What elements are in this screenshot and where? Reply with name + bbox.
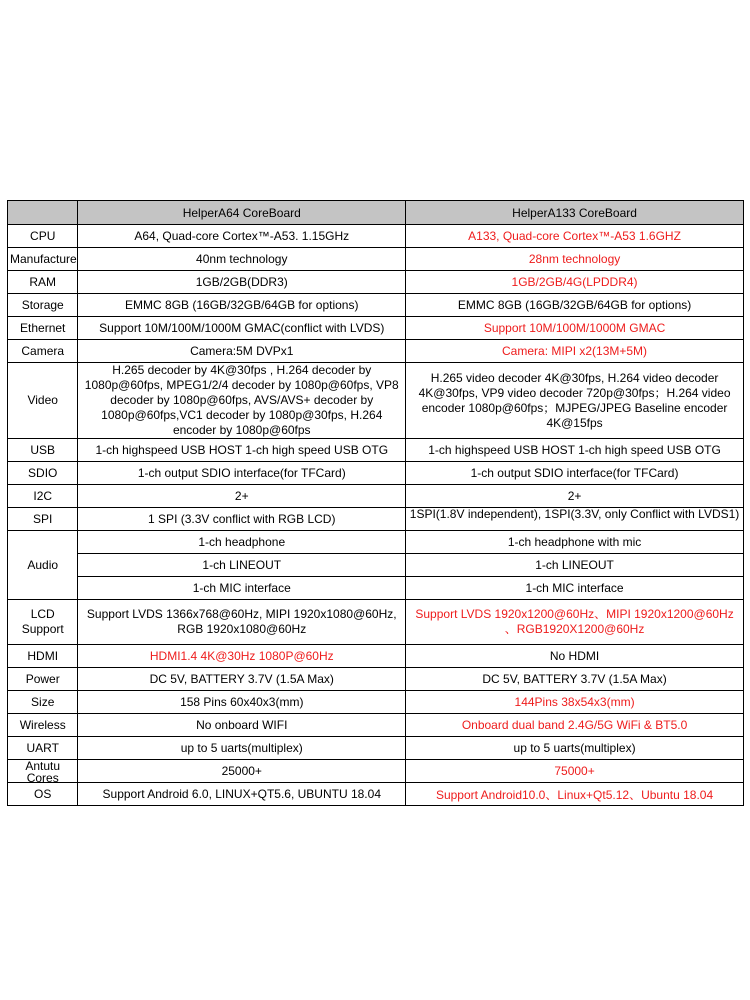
cell-a64: HDMI1.4 4K@30Hz 1080P@60Hz xyxy=(78,645,406,668)
row-hdmi xyxy=(8,645,744,668)
cell-a64: Camera:5M DVPx1 xyxy=(78,340,406,363)
row-label: Size xyxy=(8,691,78,714)
row-label: SDIO xyxy=(8,462,78,485)
row-spi xyxy=(8,508,744,531)
row-wireless xyxy=(8,714,744,737)
cell-a133: 1-ch MIC interface xyxy=(406,577,744,600)
cell-a133: DC 5V, BATTERY 3.7V (1.5A Max) xyxy=(406,668,744,691)
cell-a133: No HDMI xyxy=(406,645,744,668)
cell-a64: Support Android 6.0, LINUX+QT5.6, UBUNTU 18.04 xyxy=(78,783,406,806)
row-storage xyxy=(8,294,744,317)
row-label: RAM xyxy=(8,271,78,294)
row-i2c xyxy=(8,485,744,508)
row-sdio xyxy=(8,462,744,485)
row-label: Storage xyxy=(8,294,78,317)
cell-a64: Support 10M/100M/1000M GMAC(conflict with LVDS) xyxy=(78,317,406,340)
row-cpu xyxy=(8,225,744,248)
cell-a133: 75000+ xyxy=(406,760,744,783)
cell-a64: 40nm technology xyxy=(78,248,406,271)
cell-a64: 1-ch LINEOUT xyxy=(78,554,406,577)
cell-a64: 1-ch output SDIO interface(for TFCard) xyxy=(78,462,406,485)
row-label: SPI xyxy=(8,508,78,531)
cell-a133: Camera: MIPI x2(13M+5M) xyxy=(406,340,744,363)
cell-a133 xyxy=(406,508,744,531)
header-row xyxy=(8,201,744,225)
row-uart xyxy=(8,737,744,760)
cell-a64: 1-ch MIC interface xyxy=(78,577,406,600)
row-label: LCD Support xyxy=(8,600,78,645)
cell-a64: 1-ch highspeed USB HOST 1-ch high speed USB OTG xyxy=(78,439,406,462)
row-size xyxy=(8,691,744,714)
cell-a64: 2+ xyxy=(78,485,406,508)
row-label-text: Antutu Cores xyxy=(25,760,61,782)
cell-a133: Support LVDS 1920x1200@60Hz、MIPI 1920x1200@60Hz 、RGB1920X1200@60Hz xyxy=(406,600,744,645)
header-helpera133: HelperA133 CoreBoard xyxy=(406,201,744,225)
cell-a64: DC 5V, BATTERY 3.7V (1.5A Max) xyxy=(78,668,406,691)
cell-a64: A64, Quad-core Cortex™-A53. 1.15GHz xyxy=(78,225,406,248)
cell-a64: 158 Pins 60x40x3(mm) xyxy=(78,691,406,714)
row-label: Video xyxy=(8,363,78,439)
cell-a133: 28nm technology xyxy=(406,248,744,271)
cell-a64: No onboard WIFI xyxy=(78,714,406,737)
row-label: UART xyxy=(8,737,78,760)
cell-a133: up to 5 uarts(multiplex) xyxy=(406,737,744,760)
cell-a133: 1-ch highspeed USB HOST 1-ch high speed USB OTG xyxy=(406,439,744,462)
header-helpera64: HelperA64 CoreBoard xyxy=(78,201,406,225)
row-label: OS xyxy=(8,783,78,806)
row-label: Camera xyxy=(8,340,78,363)
row-video xyxy=(8,363,744,439)
cell-a133: Onboard dual band 2.4G/5G WiFi & BT5.0 xyxy=(406,714,744,737)
cell-a133: EMMC 8GB (16GB/32GB/64GB for options) xyxy=(406,294,744,317)
cell-a133: 1-ch LINEOUT xyxy=(406,554,744,577)
row-label: USB xyxy=(8,439,78,462)
row-label: I2C xyxy=(8,485,78,508)
cell-a64: up to 5 uarts(multiplex) xyxy=(78,737,406,760)
row-ram xyxy=(8,271,744,294)
cell-a133-text: 1SPI(1.8V independent), 1SPI(3.3V, only Conflict with LVDS1) xyxy=(409,508,740,521)
cell-a133: H.265 video decoder 4K@30fps, H.264 video decoder 4K@30fps, VP9 video decoder 720p@30fps；H.264 video encoder 1080p@60fps；MJPEG/JPEG Baseline encoder 4K@15fps xyxy=(406,363,744,439)
cell-a64: Support LVDS 1366x768@60Hz, MIPI 1920x1080@60Hz, RGB 1920x1080@60Hz xyxy=(78,600,406,645)
header-blank xyxy=(8,201,78,225)
cell-a64: 1GB/2GB(DDR3) xyxy=(78,271,406,294)
row-label xyxy=(8,760,78,783)
cell-a64: 25000+ xyxy=(78,760,406,783)
cell-a133: A133, Quad-core Cortex™-A53 1.6GHZ xyxy=(406,225,744,248)
row-label: CPU xyxy=(8,225,78,248)
row-usb xyxy=(8,439,744,462)
cell-a133: 1-ch output SDIO interface(for TFCard) xyxy=(406,462,744,485)
row-label: Power xyxy=(8,668,78,691)
cell-a133: 1GB/2GB/4G(LPDDR4) xyxy=(406,271,744,294)
cell-a133: 2+ xyxy=(406,485,744,508)
row-power xyxy=(8,668,744,691)
row-antutu xyxy=(8,760,744,783)
row-audio-3 xyxy=(8,577,744,600)
cell-a133: Support Android10.0、Linux+Qt5.12、Ubuntu 18.04 xyxy=(406,783,744,806)
row-audio xyxy=(8,531,744,554)
row-label: Manufacture xyxy=(8,248,78,271)
row-label: Ethernet xyxy=(8,317,78,340)
cell-a133: Support 10M/100M/1000M GMAC xyxy=(406,317,744,340)
cell-a64: EMMC 8GB (16GB/32GB/64GB for options) xyxy=(78,294,406,317)
row-audio-2 xyxy=(8,554,744,577)
row-ethernet xyxy=(8,317,744,340)
row-label: Audio xyxy=(8,531,78,600)
row-label: HDMI xyxy=(8,645,78,668)
cell-a133: 1-ch headphone with mic xyxy=(406,531,744,554)
cell-a64: H.265 decoder by 4K@30fps , H.264 decoder by 1080p@60fps, MPEG1/2/4 decoder by 1080p@60fps, VP8 decoder by 1080p@60fps, AVS/AVS+ decoder by 1080p@60fps,VC1 decoder by 1080p@30fps, H.264 encoder by 1080p@60fps xyxy=(78,363,406,439)
row-label: Wireless xyxy=(8,714,78,737)
row-manufacture xyxy=(8,248,744,271)
row-camera xyxy=(8,340,744,363)
cell-a64: 1-ch headphone xyxy=(78,531,406,554)
spec-comparison-table xyxy=(7,200,744,806)
row-os xyxy=(8,783,744,806)
cell-a64: 1 SPI (3.3V conflict with RGB LCD) xyxy=(78,508,406,531)
cell-a133: 144Pins 38x54x3(mm) xyxy=(406,691,744,714)
row-lcd xyxy=(8,600,744,645)
